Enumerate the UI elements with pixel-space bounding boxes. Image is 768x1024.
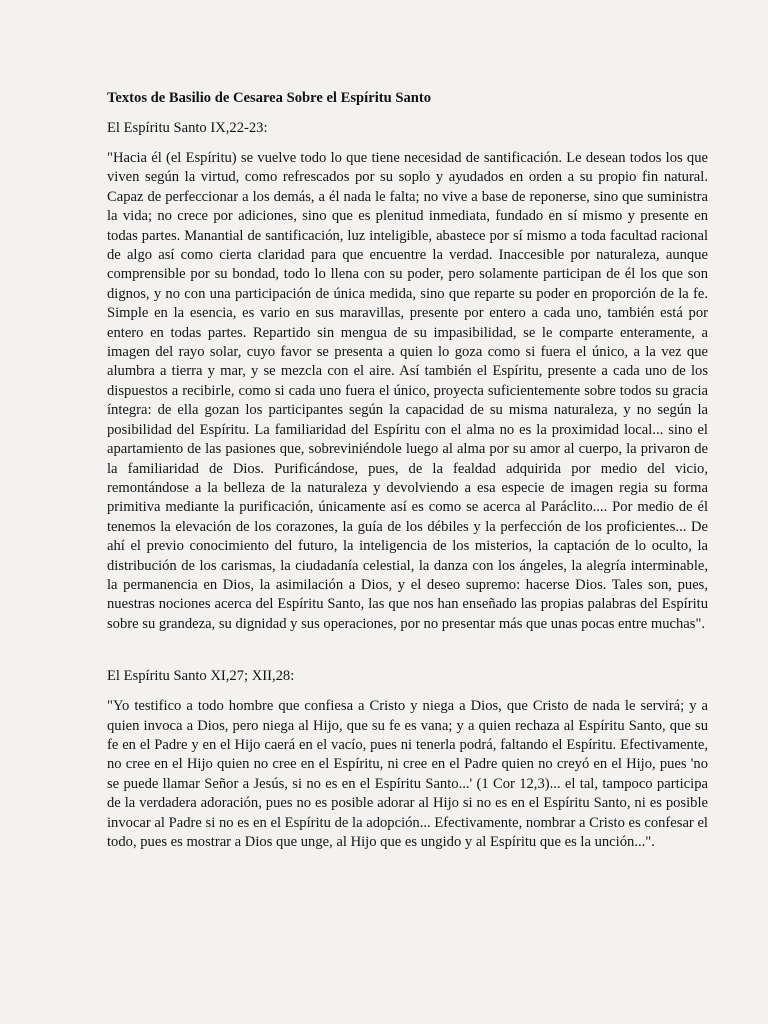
section-quote-2: "Yo testifico a todo hombre que confiesa a Cristo y niega a Dios, que Cristo de nada le servirá; y a quien invoca a Dios, pero niega al Hijo, que su fe es vana; y a quien rechaza al Espíritu Santo, que su fe en el Padre y en el Hijo caerá en el vacío, pues ni tenerla podrá, faltando el Espíritu. Efectivamente, no cree en el Hijo quien no cree en el Espíritu, ni cree en el Padre quien no creyó en el Hijo, pues 'no se puede llamar Señor a Jesús, si no es en el Espíritu Santo...' (1 Cor 12,3)... el tal, tampoco participa de la verdadera adoración, pues no es posible adorar al Hijo si no es en el Espíritu Santo, ni es posible invocar al Padre si no es en el Espíritu de la adopción... Efectivamente, nombrar a Cristo es confesar el todo, pues es mostrar a Dios que unge, al Hijo que es ungido y al Espíritu que es la unción...". — [107, 698, 708, 850]
section-heading-2: El Espíritu Santo XI,27; XII,28: — [107, 668, 295, 685]
section-heading-1: El Espíritu Santo IX,22-23: — [107, 120, 268, 136]
document-title: Textos de Basilio de Cesarea Sobre el Espíritu Santo — [107, 90, 432, 106]
section-quote-1: "Hacia él (el Espíritu) se vuelve todo lo que tiene necesidad de santificación. Le desean todos los que viven según la virtud, como refrescados por su soplo y ayudados en orden a su propio fin natural. Capaz de perfeccionar a los demás, a él nada le falta; no vive a base de reponerse, sino que suministra la vida; no crece por adiciones, sino que es plenitud inmediata, fundado en sí mismo y presente en todas partes. Manantial de santificación, luz inteligible, abastece por sí mismo a toda facultad racional de algo así como cierta claridad para que encuentre la verdad. Inaccesible por naturaleza, aunque comprensible por su bondad, todo lo llena con su poder, pero solamente participan de él los que son dignos, y no con una participación de única medida, sino que reparte su poder en proporción de la fe. Simple en la esencia, es vario en sus maravillas, presente por entero a cada uno, también está por entero en todas partes. Repartido sin mengua de su impasibilidad, se le comparte enteramente, a imagen del rayo solar, cuyo favor se presenta a quien lo goza como si fuera el único, a la vez que alumbra a tierra y mar, y se mezcla con el aire. Así también el Espíritu, presente a cada uno de los dispuestos a recibirle, como si cada uno fuera el único, proyecta suficientemente sobre todos su gracia íntegra: de ella gozan los participantes según la capacidad de su misma naturaleza, y no según la posibilidad del Espíritu. La familiaridad del Espíritu con el alma no es la proximidad local... sino el apartamiento de las pasiones que, sobreviniéndole luego al alma por su amor al cuerpo, la privaron de la familiaridad de Dios. Purificándose, pues, de la fealdad adquirida por medio del vicio, remontándose a la belleza de la naturaleza y devolviendo a esa especie de imagen regia su forma primitiva mediante la purificación, únicamente así es como se acerca al Paráclito.... Por medio de él tenemos la elevación de los corazones, la guía de los débiles y la perfección de los proficientes... De ahí el previo conocimiento del futuro, la inteligencia de los misterios, la captación de lo oculto, la distribución de los carismas, la ciudadanía celestial, la danza con los ángeles, la alegría interminable, la permanencia en Dios, la asimilación a Dios, y el deseo supremo: hacerse Dios. Tales son, pues, nuestras nociones acerca del Espíritu Santo, las que nos han enseñado las propias palabras del Espíritu sobre su grandeza, su dignidad y sus operaciones, por no presentar más que unas pocas entre muchas". — [107, 150, 708, 632]
section-spacer — [107, 634, 708, 667]
